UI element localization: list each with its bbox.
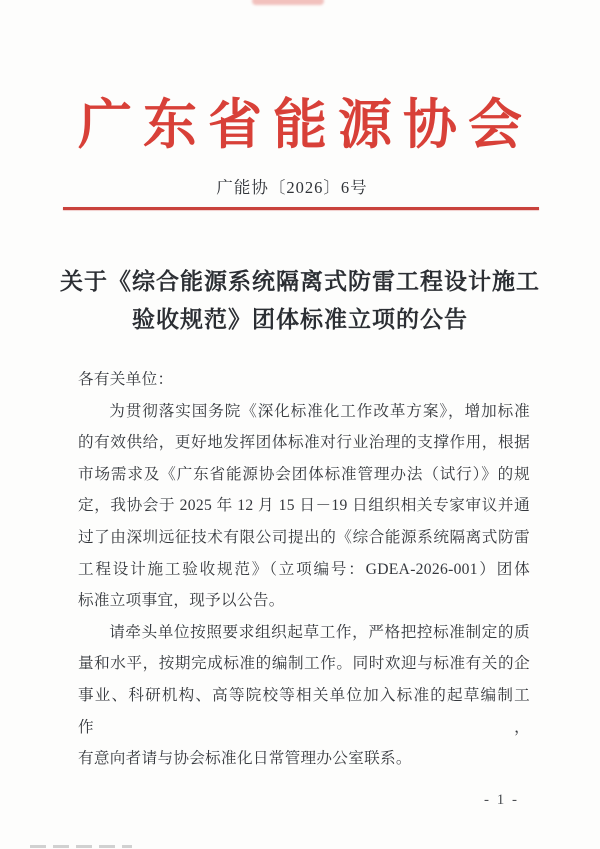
header-divider-line bbox=[63, 207, 539, 210]
body-line: 定，我协会于 2025 年 12 月 15 日－19 日组织相关专家审议并通 bbox=[78, 497, 530, 515]
scan-artifact-bottom bbox=[30, 845, 132, 848]
document-title-line2: 验收规范》团体标准立项的公告 bbox=[132, 307, 468, 332]
page-number: - 1 - bbox=[484, 792, 519, 808]
body-line: 请牵头单位按照要求组织起草工作，严格把控标准制定的质 bbox=[109, 623, 530, 641]
body-line: 量和水平，按期完成标准的编制工作。同时欢迎与标准有关的企 bbox=[78, 655, 530, 673]
body-line: 过了由深圳远征技术有限公司提出的《综合能源系统隔离式防雷 bbox=[78, 528, 530, 546]
body-line: 工程设计施工验收规范》（立项编号：GDEA-2026-001）团体 bbox=[78, 560, 530, 578]
salutation: 各有关单位： bbox=[78, 371, 174, 388]
paragraph-2 bbox=[78, 617, 530, 775]
body-line: 标准立项事宜，现予以公告。 bbox=[78, 592, 285, 610]
document-title-line1: 关于《综合能源系统隔离式防雷工程设计施工 bbox=[60, 269, 540, 294]
doc-number: 广能协〔2026〕6号 bbox=[216, 178, 368, 197]
paragraph-1 bbox=[78, 396, 530, 617]
body-line: 为贯彻落实国务院《深化标准化工作改革方案》，增加标准 bbox=[109, 402, 530, 420]
scan-artifact-top bbox=[252, 0, 324, 5]
body-line: 事业、科研机构、高等院校等相关单位加入标准的起草编制工作， bbox=[78, 686, 530, 736]
document-title bbox=[40, 263, 560, 339]
org-name-heading: 广东省能源协会 bbox=[78, 95, 533, 155]
body-line: 有意向者请与协会标准化日常管理办公室联系。 bbox=[78, 750, 412, 768]
body-line: 市场需求及《广东省能源协会团体标准管理办法（试行）》的规 bbox=[78, 465, 530, 483]
document-body bbox=[78, 364, 530, 775]
body-line: 的有效供给，更好地发挥团体标准对行业治理的支撑作用，根据 bbox=[78, 434, 530, 452]
